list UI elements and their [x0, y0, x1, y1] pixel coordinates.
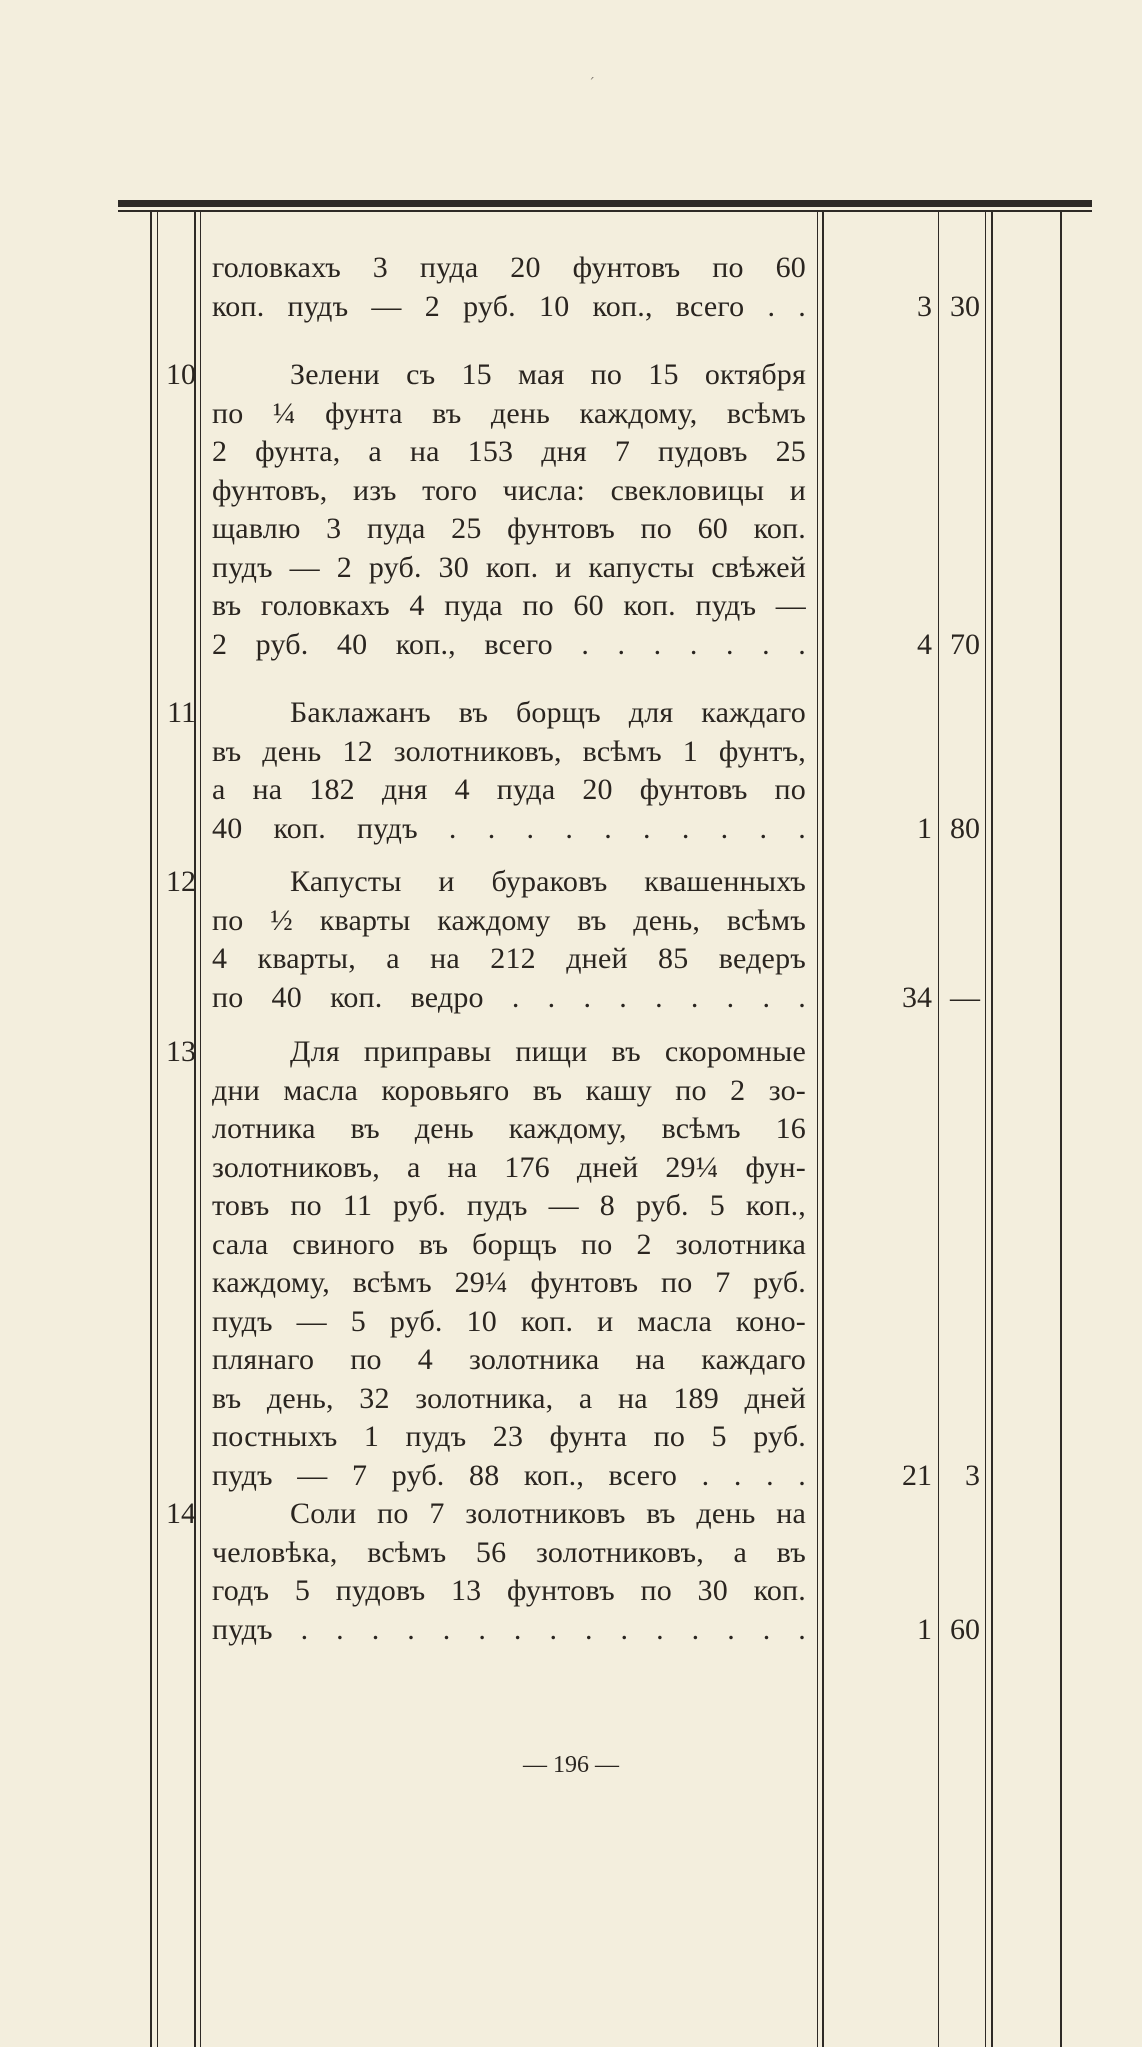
entry-line: 2 руб. 40 коп., всего . . . . . . .: [212, 627, 806, 661]
print-mark: ˊ: [588, 76, 595, 92]
header-rule-thin: [118, 210, 1092, 212]
entry-line: сала свиного въ борщъ по 2 золотника: [212, 1227, 806, 1261]
entry-line: плянаго по 4 золотника на каждаго: [212, 1343, 806, 1376]
entry-line: коп. пудъ — 2 руб. 10 коп., всего . .: [212, 289, 806, 323]
entry-line: постныхъ 1 пудъ 23 фунта по 5 руб.: [212, 1420, 806, 1453]
amount-rubles: 4: [917, 627, 932, 661]
entry-number: 12: [166, 865, 196, 898]
entry-line: пудъ . . . . . . . . . . . . . . .: [212, 1612, 806, 1646]
entry-line: Зелени съ 15 мая по 15 октября: [290, 358, 806, 391]
entry-line: Капусты и бураковъ квашенныхъ: [290, 865, 806, 898]
entry-line: Баклажанъ въ борщъ для каждаго: [290, 696, 806, 729]
entry-number: 10: [166, 358, 196, 391]
amount-kopecks: 3: [965, 1458, 980, 1492]
entry-line: щавлю 3 пуда 25 фунтовъ по 60 коп.: [212, 512, 806, 545]
entry-line: лотника въ день каждому, всѣмъ 16: [212, 1112, 806, 1145]
amount-rubles: 34: [902, 980, 932, 1014]
entry-text: [212, 1033, 806, 1495]
entry-text: [212, 1495, 806, 1649]
amount-rubles: 3: [917, 289, 932, 323]
entry-text: [212, 863, 806, 1017]
entry-number: 14: [166, 1497, 196, 1530]
amount-rubles: 21: [902, 1458, 932, 1492]
entry-line: человѣка, всѣмъ 56 золотниковъ, а въ: [212, 1535, 806, 1569]
entry-line: по ½ кварты каждому въ день, всѣмъ: [212, 903, 806, 937]
entry-line: дни масла коровьяго въ кашу по 2 зо-: [212, 1073, 806, 1107]
entry-line: товъ по 11 руб. пудъ — 8 руб. 5 коп.,: [212, 1189, 806, 1222]
entry-line: Для приправы пищи въ скоромные: [290, 1035, 806, 1068]
entry-line: въ день 12 золотниковъ, всѣмъ 1 фунтъ,: [212, 734, 806, 768]
entry-line: а на 182 дня 4 пуда 20 фунтовъ по: [212, 773, 806, 806]
entry-number: 11: [167, 696, 196, 729]
entry-text: [212, 249, 806, 326]
page-number: — 196 —: [523, 1752, 619, 1778]
entry-line: въ день, 32 золотника, а на 189 дней: [212, 1381, 806, 1415]
entry-line: по ¼ фунта въ день каждому, всѣмъ: [212, 396, 806, 430]
amount-kopecks: 60: [950, 1612, 980, 1646]
entry-line: годъ 5 пудовъ 13 фунтовъ по 30 коп.: [212, 1574, 806, 1607]
amount-rubles: 1: [917, 811, 932, 845]
entry-line: пудъ — 2 руб. 30 коп. и капусты свѣжей: [212, 550, 806, 584]
entry-line: пудъ — 7 руб. 88 коп., всего . . . .: [212, 1458, 806, 1492]
entry-number: 13: [166, 1035, 196, 1068]
entry-line: 4 кварты, а на 212 дней 85 ведеръ: [212, 942, 806, 975]
entry-line: въ головкахъ 4 пуда по 60 коп. пудъ —: [212, 589, 806, 622]
amount-rubles: 1: [917, 1612, 932, 1646]
entry-line: 2 фунта, а на 153 дня 7 пудовъ 25: [212, 435, 806, 468]
amount-kopecks: 80: [950, 811, 980, 845]
amount-kopecks: —: [950, 980, 980, 1014]
entry-line: головкахъ 3 пуда 20 фунтовъ по 60: [212, 251, 806, 284]
entry-line: каждому, всѣмъ 29¼ фунтовъ по 7 руб.: [212, 1266, 806, 1299]
entry-line: фунтовъ, изъ того числа: свекловицы и: [212, 473, 806, 507]
entry-line: по 40 коп. ведро . . . . . . . . .: [212, 980, 806, 1014]
amount-kopecks: 30: [950, 289, 980, 323]
entry-text: [212, 356, 806, 664]
entry-text: [212, 694, 806, 848]
entry-line: пудъ — 5 руб. 10 коп. и масла коно-: [212, 1304, 806, 1338]
header-rule: [118, 200, 1092, 207]
amount-kopecks: 70: [950, 627, 980, 661]
entry-line: золотниковъ, а на 176 дней 29¼ фун-: [212, 1150, 806, 1184]
entry-line: Соли по 7 золотниковъ въ день на: [290, 1497, 806, 1530]
entry-line: 40 коп. пудъ . . . . . . . . . .: [212, 811, 806, 845]
